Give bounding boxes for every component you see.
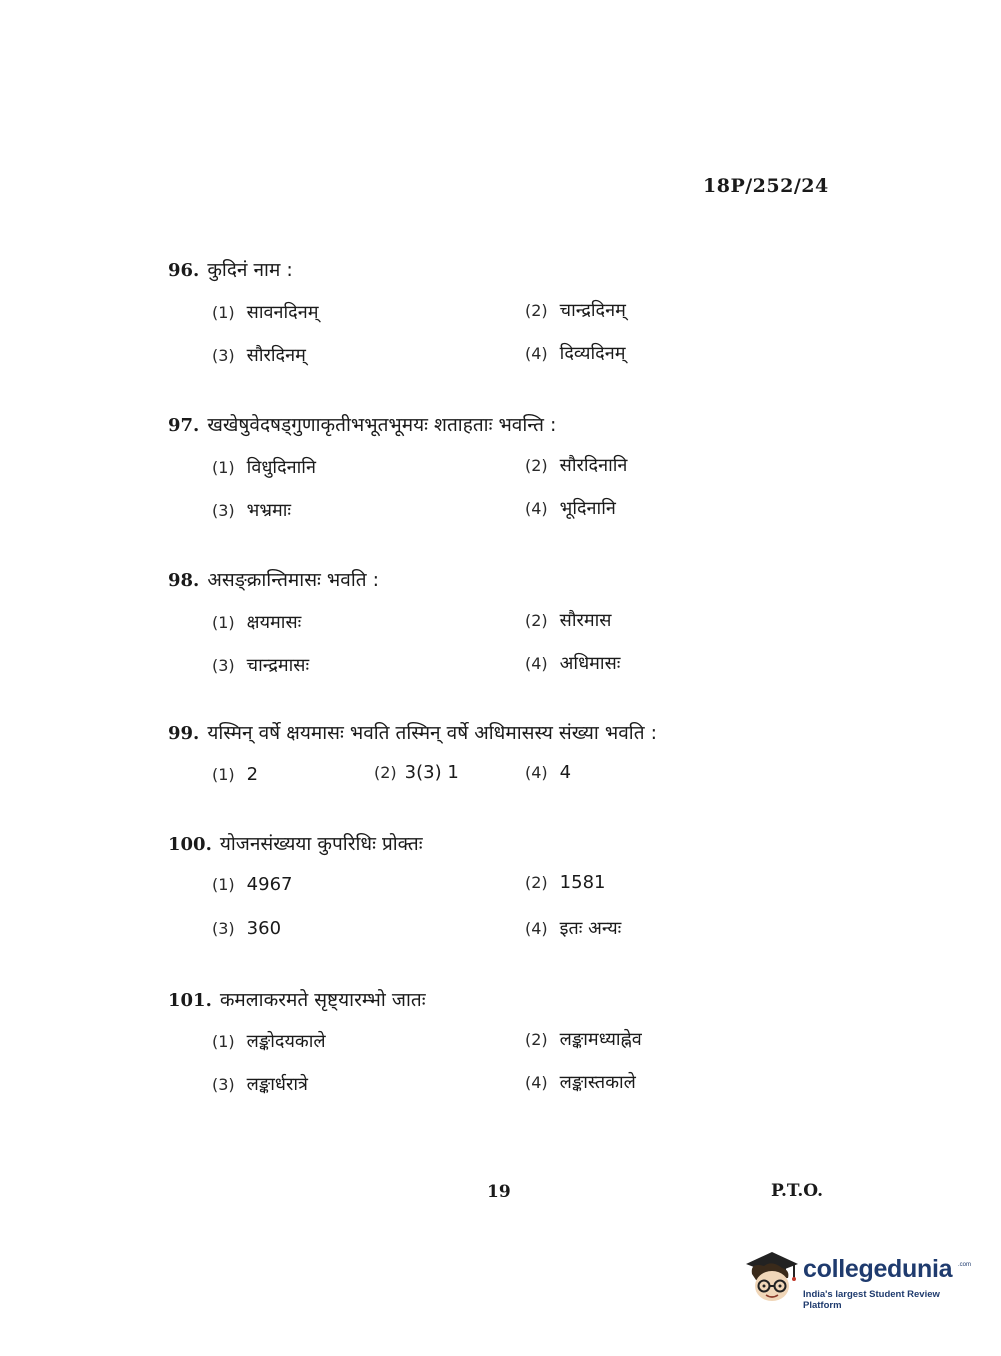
question-stem (168, 566, 379, 592)
option-2: (2) चान्द्रदिनम् (525, 300, 626, 321)
option-1: (1) क्षयमासः (212, 612, 302, 633)
question-text: कमलाकरमते सृष्ट्यारम्भो जातः (219, 989, 426, 1011)
question-number: 97. (168, 415, 200, 436)
question-text: कुदिनं नाम : (207, 259, 293, 281)
option-2: (2) 3(3) 1 (374, 762, 459, 783)
option-3: (3) 360 (212, 918, 282, 939)
option-3: (3) लङ्कार्धरात्रे (212, 1074, 308, 1095)
logo-suffix: .com (958, 1262, 972, 1268)
logo-tagline: India's largest Student Review Platform (803, 1289, 940, 1311)
option-4: (4) 4 (525, 762, 572, 783)
question-number: 100. (168, 834, 212, 855)
question-text: असङ्क्रान्तिमासः भवति : (207, 569, 380, 591)
option-1: (1) 4967 (212, 874, 293, 895)
pto-label: P.T.O. (771, 1181, 823, 1201)
option-1: (1) लङ्कोदयकाले (212, 1031, 326, 1052)
question-text: योजनसंख्यया कुपरिधिः प्रोक्तः (219, 833, 423, 855)
option-4: (4) अधिमासः (525, 653, 621, 674)
option-3: (3) भभ्रमाः (212, 500, 292, 521)
question-number: 96. (168, 260, 200, 281)
collegedunia-logo[interactable] (742, 1248, 972, 1311)
question-stem (168, 719, 657, 745)
option-1: (1) 2 (212, 764, 259, 785)
logo-name: collegedunia (803, 1255, 953, 1283)
option-2: (2) सौरमास (525, 610, 612, 631)
option-3: (3) चान्द्रमासः (212, 655, 310, 676)
question-stem (168, 986, 426, 1012)
question-number: 101. (168, 990, 212, 1011)
option-4: (4) दिव्यदिनम् (525, 343, 626, 364)
option-2: (2) लङ्कामध्याह्नेव (525, 1029, 642, 1050)
option-2: (2) 1581 (525, 872, 606, 893)
page-number: 19 (487, 1182, 511, 1202)
question-number: 99. (168, 723, 200, 744)
exam-code: 18P/252/24 (703, 175, 829, 197)
option-3: (3) सौरदिनम् (212, 345, 306, 366)
option-4: (4) भूदिनानि (525, 498, 616, 519)
question-text: यस्मिन् वर्षे क्षयमासः भवति तस्मिन् वर्षे अधिमासस्य संख्या भवति : (207, 722, 657, 744)
question-stem (168, 256, 293, 282)
student-mascot-icon (742, 1248, 802, 1310)
question-stem (168, 411, 556, 437)
option-1: (1) विधुदिनानि (212, 457, 316, 478)
option-4: (4) लङ्कास्तकाले (525, 1072, 636, 1093)
question-number: 98. (168, 570, 200, 591)
option-4: (4) इतः अन्यः (525, 918, 622, 939)
question-text: खखेषुवेदषड्गुणाकृतीभभूतभूमयः शताहताः भवन्ति : (207, 414, 557, 436)
option-2: (2) सौरदिनानि (525, 455, 628, 476)
question-stem (168, 830, 423, 856)
option-1: (1) सावनदिनम् (212, 302, 319, 323)
